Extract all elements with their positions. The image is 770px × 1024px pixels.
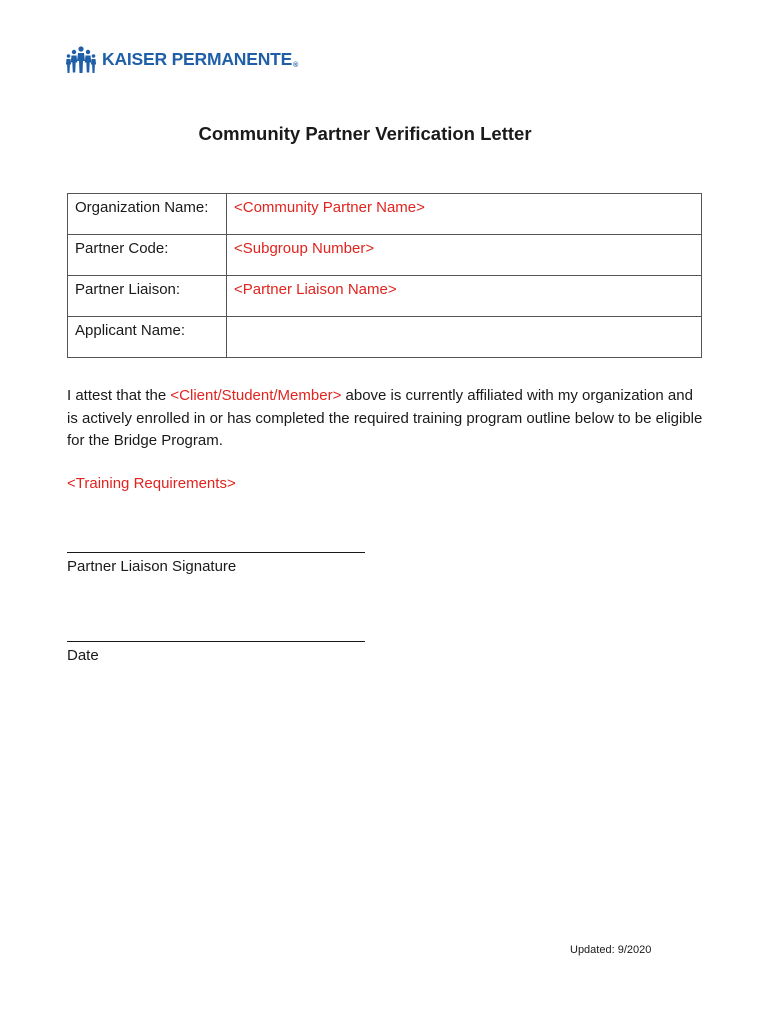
people-icon bbox=[66, 46, 96, 74]
signature-line[interactable] bbox=[67, 552, 365, 553]
attestation-suffix: above is currently affiliated with my organization and is actively enrolled in or has completed the required training program outline below to be eligible for the Bridge Program. bbox=[67, 387, 703, 449]
document-title: Community Partner Verification Letter bbox=[198, 123, 532, 144]
organization-name-value: <Community Partner Name> bbox=[227, 194, 702, 235]
partner-code-label: Partner Code: bbox=[68, 235, 227, 276]
applicant-name-label: Applicant Name: bbox=[68, 317, 227, 358]
attestation-prefix: I attest that the bbox=[67, 387, 171, 404]
kaiser-permanente-logo bbox=[66, 46, 298, 74]
signature-label: Partner Liaison Signature bbox=[67, 558, 237, 575]
training-requirements: <Training Requirements> bbox=[67, 475, 236, 492]
date-label: Date bbox=[67, 647, 99, 664]
partner-info-table bbox=[67, 193, 702, 358]
table-row bbox=[68, 235, 702, 276]
registered-mark: ® bbox=[293, 62, 299, 69]
applicant-name-value[interactable] bbox=[227, 317, 702, 358]
table-row bbox=[68, 276, 702, 317]
table-row bbox=[68, 194, 702, 235]
attestation-paragraph bbox=[67, 385, 707, 453]
date-line[interactable] bbox=[67, 641, 365, 642]
updated-date: Updated: 9/2020 bbox=[570, 944, 652, 956]
organization-name-label: Organization Name: bbox=[68, 194, 227, 235]
logo-wordmark: KAISER PERMANENTE® bbox=[102, 49, 299, 69]
partner-liaison-value: <Partner Liaison Name> bbox=[227, 276, 702, 317]
partner-liaison-label: Partner Liaison: bbox=[68, 276, 227, 317]
table-row bbox=[68, 317, 702, 358]
client-placeholder: <Client/Student/Member> bbox=[170, 387, 342, 404]
partner-code-value: <Subgroup Number> bbox=[227, 235, 702, 276]
